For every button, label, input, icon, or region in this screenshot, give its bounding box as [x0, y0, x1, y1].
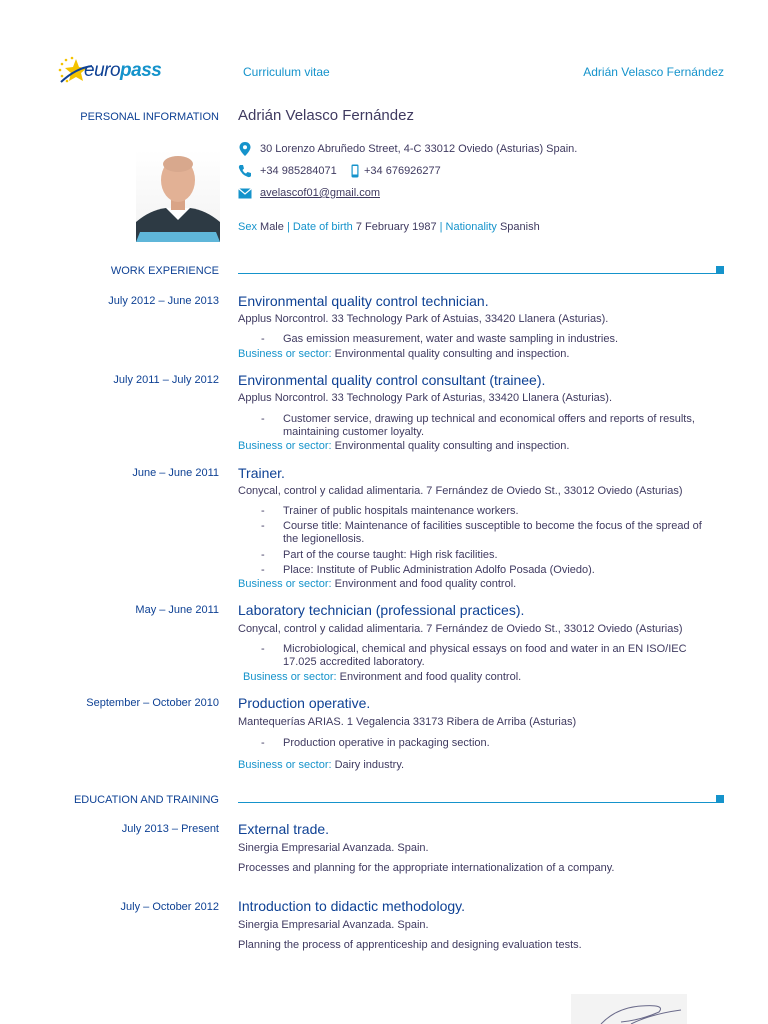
job-sector: Business or sector: Dairy industry. — [238, 759, 405, 771]
education-dates: July – October 2012 — [120, 901, 219, 913]
doc-type-label: Curriculum vitae — [243, 65, 330, 79]
signature-image — [571, 994, 687, 1024]
job-bullet: - Customer service, drawing up technical and economical offers and reports of results, maintaining customer loyalty. — [261, 413, 695, 438]
logo-text-euro: euro — [84, 60, 121, 81]
sex-label: Sex — [238, 221, 257, 233]
job-dates: July 2012 – June 2013 — [108, 295, 219, 307]
dob-value: 7 February 1987 — [355, 221, 437, 233]
section-divider — [238, 273, 716, 274]
job-title: Trainer. — [238, 465, 285, 481]
job-sector: Business or sector: Environmental quality consulting and inspection. — [238, 440, 570, 452]
job-bullet: - Gas emission measurement, water and waste sampling in industries. — [261, 333, 619, 345]
job-employer: Applus Norcontrol. 33 Technology Park of Asturias, 33420 Llanera (Asturias). — [238, 392, 612, 404]
personal-details-line — [238, 221, 540, 233]
address-text: 30 Lorenzo Abruñedo Street, 4-C 33012 Oviedo (Asturias) Spain. — [260, 143, 578, 155]
job-sector: Business or sector: Environment and food quality control. — [238, 578, 517, 590]
job-bullet: - Place: Institute of Public Administration Adolfo Posada (Oviedo). — [261, 564, 595, 576]
section-work-experience: WORK EXPERIENCE — [110, 265, 219, 277]
separator: | — [439, 221, 443, 233]
separator: | — [286, 221, 290, 233]
job-bullet: - Microbiological, chemical and physical essays on food and water in an EN ISO/IEC 17.025 accredited laboratory. — [261, 643, 687, 668]
job-bullet: - Production operative in packaging section. — [261, 737, 490, 749]
candidate-name: Adrián Velasco Fernández — [238, 107, 414, 124]
job-employer: Applus Norcontrol. 33 Technology Park of Astuias, 33420 Llanera (Asturias). — [238, 313, 609, 325]
job-employer: Mantequerías ARIAS. 1 Vegalencia 33173 Ribera de Arriba (Asturias) — [238, 716, 577, 728]
section-education-training: EDUCATION AND TRAINING — [73, 794, 219, 806]
job-title: Production operative. — [238, 695, 371, 711]
job-employer: Conycal, control y calidad alimentaria. 7 Fernández de Oviedo St., 33012 Oviedo (Asturias) — [238, 623, 683, 635]
job-title: Environmental quality control technician. — [238, 293, 489, 309]
job-title: Environmental quality control consultant (trainee). — [238, 372, 546, 388]
job-title: Laboratory technician (professional practices). — [238, 602, 525, 618]
education-dates: July 2013 – Present — [121, 823, 219, 835]
section-divider — [238, 802, 716, 803]
section-personal-information: PERSONAL INFORMATION — [80, 111, 219, 123]
email-link[interactable]: avelascof01@gmail.com — [260, 187, 380, 199]
europass-logo — [56, 56, 166, 86]
nationality-label: Nationality — [445, 221, 497, 233]
logo-text-pass: pass — [120, 60, 162, 81]
job-dates: September – October 2010 — [86, 697, 219, 709]
education-org: Sinergia Empresarial Avanzada. Spain. — [238, 842, 429, 854]
header-name: Adrián Velasco Fernández — [583, 65, 724, 79]
section-divider-end — [716, 266, 724, 274]
job-dates: June – June 2011 — [132, 467, 219, 479]
job-bullet: - Trainer of public hospitals maintenance workers. — [261, 505, 519, 517]
phone-1: +34 985284071 — [260, 165, 337, 177]
job-bullet: - Part of the course taught: High risk facilities. — [261, 549, 498, 561]
education-title: Introduction to didactic methodology. — [238, 898, 465, 914]
job-sector: Business or sector: Environmental quality consulting and inspection. — [238, 348, 570, 360]
education-desc: Planning the process of apprenticeship and designing evaluation tests. — [238, 939, 582, 951]
location-pin-icon — [238, 142, 252, 156]
job-employer: Conycal, control y calidad alimentaria. 7 Fernández de Oviedo St., 33012 Oviedo (Asturias) — [238, 485, 683, 497]
job-dates: May – June 2011 — [135, 604, 219, 616]
job-bullet: - Course title: Maintenance of facilities susceptible to become the focus of the spread of the legionellosis. — [261, 520, 702, 545]
section-divider-end — [716, 795, 724, 803]
sex-value: Male — [260, 221, 284, 233]
nationality-value: Spanish — [499, 221, 540, 233]
education-title: External trade. — [238, 821, 330, 837]
phone-icon — [238, 164, 252, 178]
education-desc: Processes and planning for the appropriate internationalization of a company. — [238, 862, 615, 874]
dob-label: Date of birth — [292, 221, 353, 233]
avatar — [136, 150, 220, 242]
job-dates: July 2011 – July 2012 — [113, 374, 219, 386]
education-org: Sinergia Empresarial Avanzada. Spain. — [238, 919, 429, 931]
email-icon — [238, 188, 252, 199]
phone-2: +34 676926277 — [364, 165, 441, 177]
mobile-icon — [349, 164, 361, 178]
job-sector: Business or sector: Environment and food quality control. — [243, 671, 522, 683]
